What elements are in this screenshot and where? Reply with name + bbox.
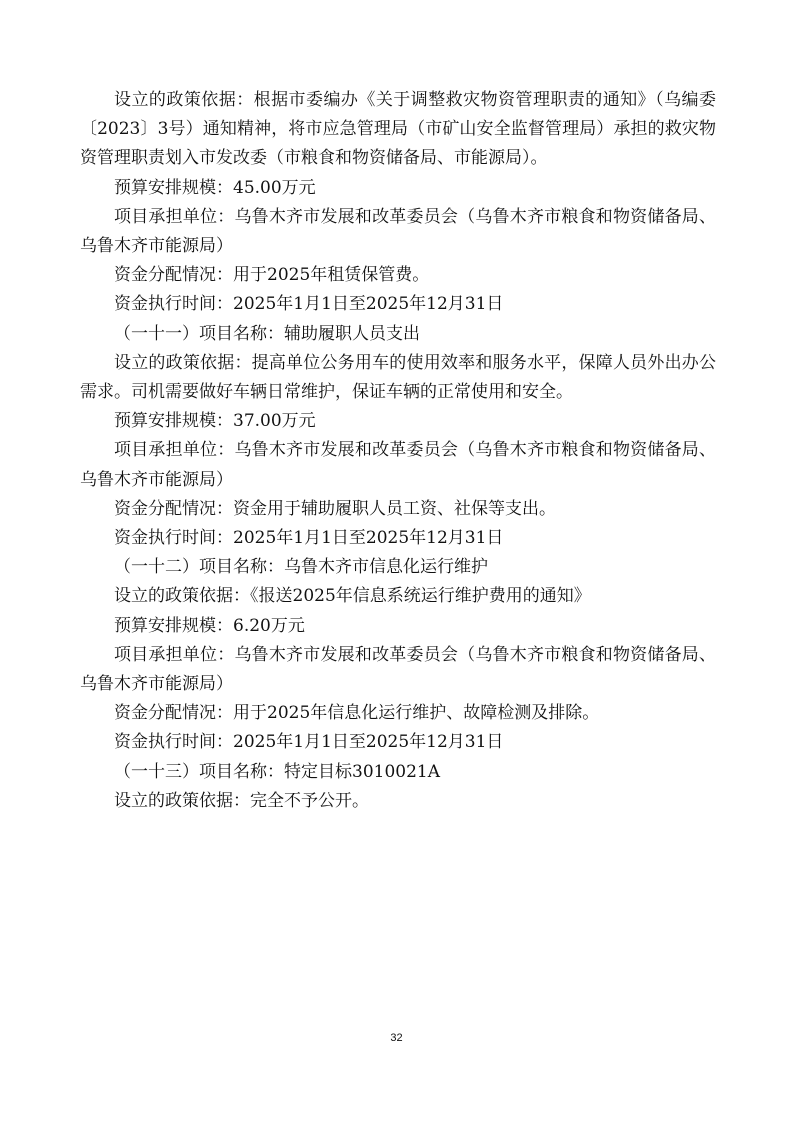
budget-scale-paragraph: 预算安排规模：37.00万元 [114, 411, 316, 432]
policy-basis-paragraph: 设立的政策依据：《报送2025年信息系统运行维护费用的通知》 [114, 586, 591, 607]
page-number: 32 [390, 1032, 403, 1044]
fund-allocation-paragraph: 资金分配情况：资金用于辅助履职人员工资、社保等支出。 [114, 498, 556, 519]
policy-basis-paragraph: 设立的政策依据：完全不予公开。 [114, 790, 369, 811]
project-heading-12: （一十二）项目名称：乌鲁木齐市信息化运行维护 [114, 557, 488, 578]
fund-allocation-paragraph: 资金分配情况：用于2025年信息化运行维护、故障检测及排除。 [114, 703, 600, 724]
execution-period-paragraph: 资金执行时间：2025年1月1日至2025年12月31日 [114, 732, 504, 753]
policy-basis-paragraph: 设立的政策依据：根据市委编办《关于调整救灾物资管理职责的通知》（乌编委〔2023〕3号）通知精神，将市应急管理局（市矿山安全监督管理局）承担的救灾物资管理职责划入市发改委（市粮食和物资储备局、市能源局）。 [80, 90, 716, 169]
responsible-unit-paragraph: 项目承担单位：乌鲁木齐市发展和改革委员会（乌鲁木齐市粮食和物资储备局、乌鲁木齐市能源局） [80, 440, 716, 490]
responsible-unit-paragraph: 项目承担单位：乌鲁木齐市发展和改革委员会（乌鲁木齐市粮食和物资储备局、乌鲁木齐市能源局） [80, 206, 716, 257]
budget-scale-paragraph: 预算安排规模：6.20万元 [114, 615, 305, 636]
document-body [80, 86, 716, 816]
project-heading-11: （一十一）项目名称：辅助履职人员支出 [114, 323, 420, 344]
responsible-unit-paragraph: 项目承担单位：乌鲁木齐市发展和改革委员会（乌鲁木齐市粮食和物资储备局、乌鲁木齐市能源局） [80, 644, 716, 695]
execution-period-paragraph: 资金执行时间：2025年1月1日至2025年12月31日 [114, 294, 504, 315]
budget-scale-paragraph: 预算安排规模：45.00万元 [114, 177, 316, 198]
project-heading-13: （一十三）项目名称：特定目标3010021A [114, 761, 440, 782]
execution-period-paragraph: 资金执行时间：2025年1月1日至2025年12月31日 [114, 528, 504, 549]
policy-basis-paragraph: 设立的政策依据：提高单位公务用车的使用效率和服务水平，保障人员外出办公需求。司机需要做好车辆日常维护，保证车辆的正常使用和安全。 [80, 352, 716, 403]
fund-allocation-paragraph: 资金分配情况：用于2025年租赁保管费。 [114, 265, 430, 286]
